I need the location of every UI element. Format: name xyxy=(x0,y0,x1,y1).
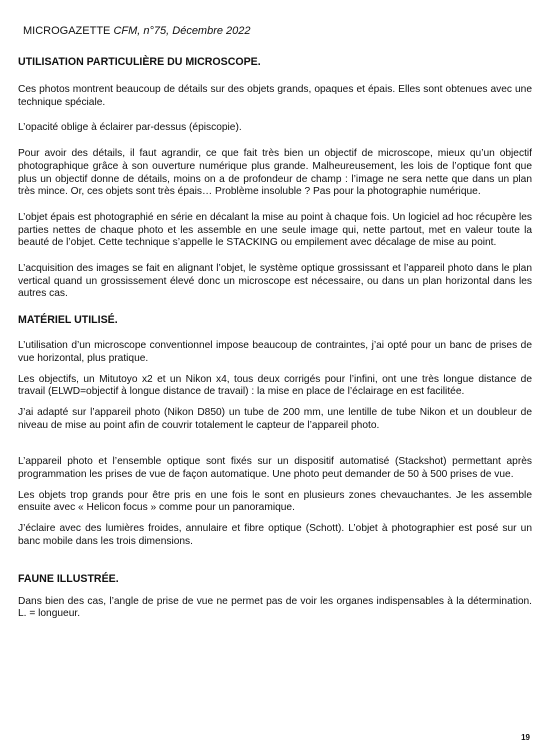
paragraph: L’objet épais est photographié en série en décalant la mise au point à chaque fois. Un logiciel ad hoc récupère les parties nettes de chaque photo et les assemble en une seule image qui, nette partout, met en valeur toute la beauté de l’objet. Cette technique s’appelle le STACKING ou empilement avec décalage de mise au point. xyxy=(18,211,532,249)
paragraph: Les objets trop grands pour être pris en une fois le sont en plusieurs zones chevauchantes. Je les assemble ensuite avec « Helicon focus » comme pour un panoramique. xyxy=(18,489,532,514)
paragraph: Pour avoir des détails, il faut agrandir, ce que fait très bien un objectif de microscope, mieux qu’un objectif photographique grâce à son ouverture numérique plus grande. Malheureusement, les lois de l’optique font que plus un objectif donne de détails, moins on a de profondeur de champ : l’image ne sera nette que dans un plan très mince. Or, ces objets sont très épais… Problème insoluble ? Pas pour la photographie numérique. xyxy=(18,148,532,198)
paragraph: L’acquisition des images se fait en alignant l’objet, le système optique grossissant et l’appareil photo dans le plan vertical quand un grossissement élevé donc un microscope est nécessaire, ou dans un plan horizontal dans les autres cas. xyxy=(18,263,532,300)
section-title-materiel: MATÉRIEL UTILISÉ. xyxy=(18,314,118,327)
paragraph: L’opacité oblige à éclairer par-dessus (épiscopie). xyxy=(18,122,242,134)
paragraph: Ces photos montrent beaucoup de détails sur des objets grands, opaques et épais. Elles sont obtenues avec une technique spéciale. xyxy=(18,84,532,108)
section-title-faune: FAUNE ILLUSTRÉE. xyxy=(18,572,119,585)
magazine-name: MICROGAZETTE xyxy=(23,25,111,37)
paragraph: J’éclaire avec des lumières froides, annulaire et fibre optique (Schott). L’objet à photographier est posé sur un banc mobile dans les trois dimensions. xyxy=(18,523,532,547)
paragraph: J’ai adapté sur l’appareil photo (Nikon D850) un tube de 200 mm, une lentille de tube Nikon et un doubleur de niveau de mise au point afin de couvrir totalement le capteur de l’appareil photo. xyxy=(18,406,532,431)
paragraph: L’appareil photo et l’ensemble optique sont fixés sur un dispositif automatisé (Stackshot) permettant après programmation les prises de vue de façon automatique. Une photo peut demander de 50 à 500 prises de vue. xyxy=(18,456,532,481)
paragraph: L’utilisation d’un microscope conventionnel impose beaucoup de contraintes, j’ai opté pour un banc de prises de vue horizontal, plus pratique. xyxy=(18,340,532,364)
article-body xyxy=(18,56,532,621)
section-title-utilisation: UTILISATION PARTICULIÈRE DU MICROSCOPE. xyxy=(18,56,261,68)
issue-info: CFM, n°75, Décembre 2022 xyxy=(113,25,251,37)
page-number: 19 xyxy=(521,733,530,742)
paragraph: Les objectifs, un Mitutoyo x2 et un Nikon x4, tous deux corrigés pour l’infini, ont une très longue distance de travail (ELWD=objectif à longue distance de travail) : la mise en place de l’éclairage en est facilitée. xyxy=(18,373,532,398)
paragraph: Dans bien des cas, l’angle de prise de vue ne permet pas de voir les organes indispensables à la détermination. L. = longueur. xyxy=(18,595,532,620)
running-header xyxy=(23,25,251,38)
